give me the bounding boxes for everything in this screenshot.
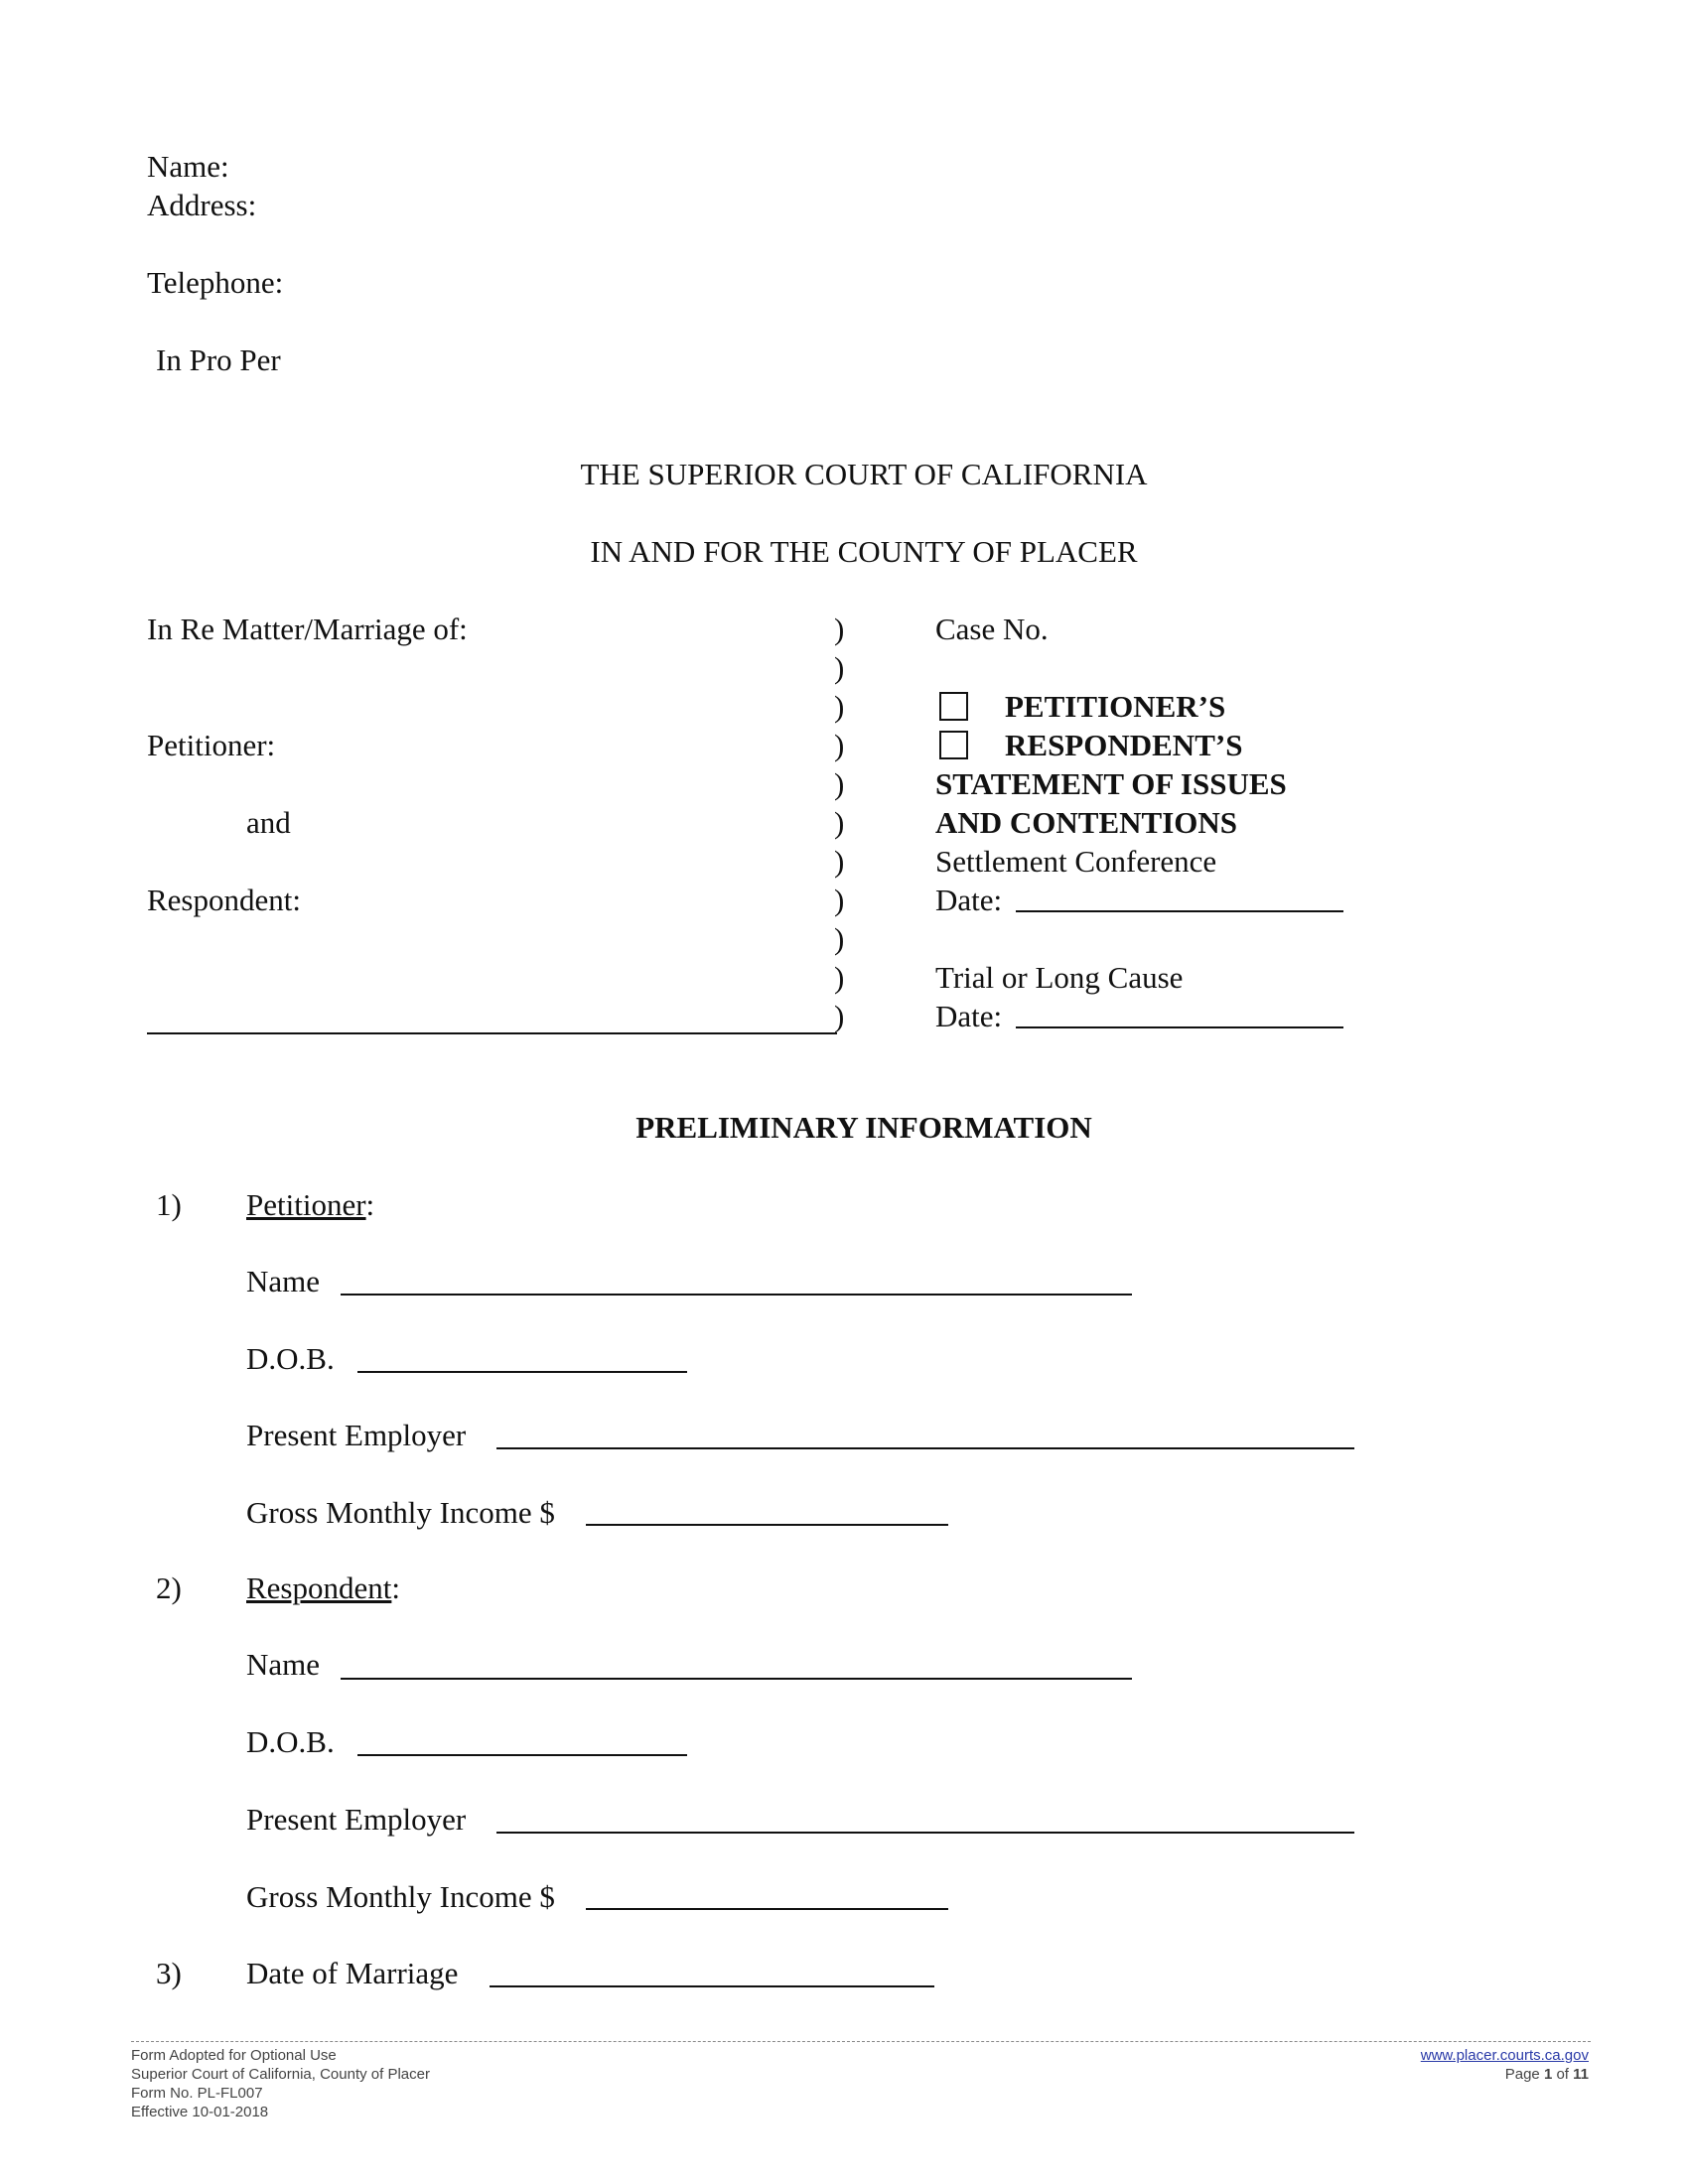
heading-colon: : (391, 1570, 400, 1605)
document-title-line1: STATEMENT OF ISSUES (935, 766, 1287, 801)
respondent-name-field[interactable] (341, 1678, 1132, 1680)
petitioner-dob-label: D.O.B. (246, 1341, 335, 1376)
respondent-employer-label: Present Employer (246, 1802, 467, 1837)
court-title-line1: THE SUPERIOR COURT OF CALIFORNIA (580, 457, 1148, 491)
telephone-label: Telephone: (147, 265, 284, 300)
petitioner-employer-label: Present Employer (246, 1418, 467, 1452)
petitioner-name-field[interactable] (341, 1294, 1132, 1296)
footer-line: Form Adopted for Optional Use (131, 2047, 337, 2064)
petitioner-name-label: Name (246, 1264, 321, 1298)
trial-date-field[interactable] (1016, 1026, 1343, 1028)
date-of-marriage-label: Date of Marriage (246, 1956, 459, 1990)
respondent-employer-field[interactable] (496, 1832, 1354, 1834)
page-word: Page (1504, 2066, 1540, 2083)
address-label: Address: (147, 188, 257, 222)
trial-label: Trial or Long Cause (935, 960, 1184, 995)
caption-paren: ) (834, 883, 845, 917)
petitioner-checkbox-label: PETITIONER’S (1005, 689, 1226, 724)
court-title-line2: IN AND FOR THE COUNTY OF PLACER (590, 534, 1138, 569)
court-website-link[interactable]: www.placer.courts.ca.gov (1420, 2047, 1589, 2064)
petitioner-income-field[interactable] (586, 1524, 948, 1526)
trial-date-label: Date: (935, 999, 1003, 1033)
footer-right (1421, 2046, 1589, 2084)
caption-paren: ) (834, 612, 845, 646)
page-indicator (1421, 2065, 1589, 2084)
name-label: Name: (147, 149, 229, 184)
respondent-heading (246, 1570, 400, 1606)
respondent-checkbox[interactable] (939, 731, 968, 759)
document-title-line2: AND CONTENTIONS (935, 805, 1238, 840)
petitioner-checkbox[interactable] (939, 692, 968, 721)
item-number: 2) (156, 1570, 182, 1605)
caption-paren: ) (834, 844, 845, 879)
caption-bottom-line (147, 1032, 837, 1034)
settlement-date-field[interactable] (1016, 910, 1343, 912)
caption-paren: ) (834, 921, 845, 956)
caption-paren: ) (834, 689, 845, 724)
footer-left (131, 2046, 430, 2121)
page-current: 1 (1543, 2066, 1553, 2083)
settlement-date-label: Date: (935, 883, 1003, 917)
footer-line: Superior Court of California, County of Placer (131, 2066, 430, 2083)
and-label: and (246, 805, 291, 840)
footer-rule (131, 2041, 1591, 2042)
item-number: 1) (156, 1187, 182, 1222)
petitioner-caption-label: Petitioner: (147, 728, 276, 762)
in-pro-per: In Pro Per (156, 342, 281, 377)
respondent-name-label: Name (246, 1647, 321, 1682)
respondent-income-label: Gross Monthly Income $ (246, 1879, 555, 1914)
caption-paren: ) (834, 805, 845, 840)
petitioner-income-label: Gross Monthly Income $ (246, 1495, 555, 1530)
in-re-label: In Re Matter/Marriage of: (147, 612, 468, 646)
date-of-marriage-field[interactable] (490, 1985, 934, 1987)
footer-line: Form No. PL-FL007 (131, 2085, 263, 2102)
settlement-conference-label: Settlement Conference (935, 844, 1217, 879)
caption-paren: ) (834, 960, 845, 995)
section-title: PRELIMINARY INFORMATION (635, 1110, 1092, 1145)
case-number-label: Case No. (935, 612, 1049, 646)
respondent-dob-label: D.O.B. (246, 1724, 335, 1759)
caption-paren: ) (834, 766, 845, 801)
caption-paren: ) (834, 728, 845, 762)
respondent-caption-label: Respondent: (147, 883, 301, 917)
respondent-checkbox-label: RESPONDENT’S (1005, 728, 1243, 762)
item-number: 3) (156, 1956, 182, 1990)
petitioner-heading (246, 1187, 374, 1223)
respondent-income-field[interactable] (586, 1908, 948, 1910)
page-total: 11 (1573, 2066, 1589, 2083)
petitioner-heading-text: Petitioner (246, 1187, 366, 1222)
respondent-dob-field[interactable] (357, 1754, 687, 1756)
heading-colon: : (365, 1187, 375, 1222)
footer-line: Effective 10-01-2018 (131, 2104, 269, 2120)
petitioner-dob-field[interactable] (357, 1371, 687, 1373)
petitioner-employer-field[interactable] (496, 1447, 1354, 1449)
respondent-heading-text: Respondent (246, 1570, 392, 1605)
caption-paren: ) (834, 999, 845, 1033)
page-of: of (1556, 2066, 1569, 2083)
caption-paren: ) (834, 650, 845, 685)
